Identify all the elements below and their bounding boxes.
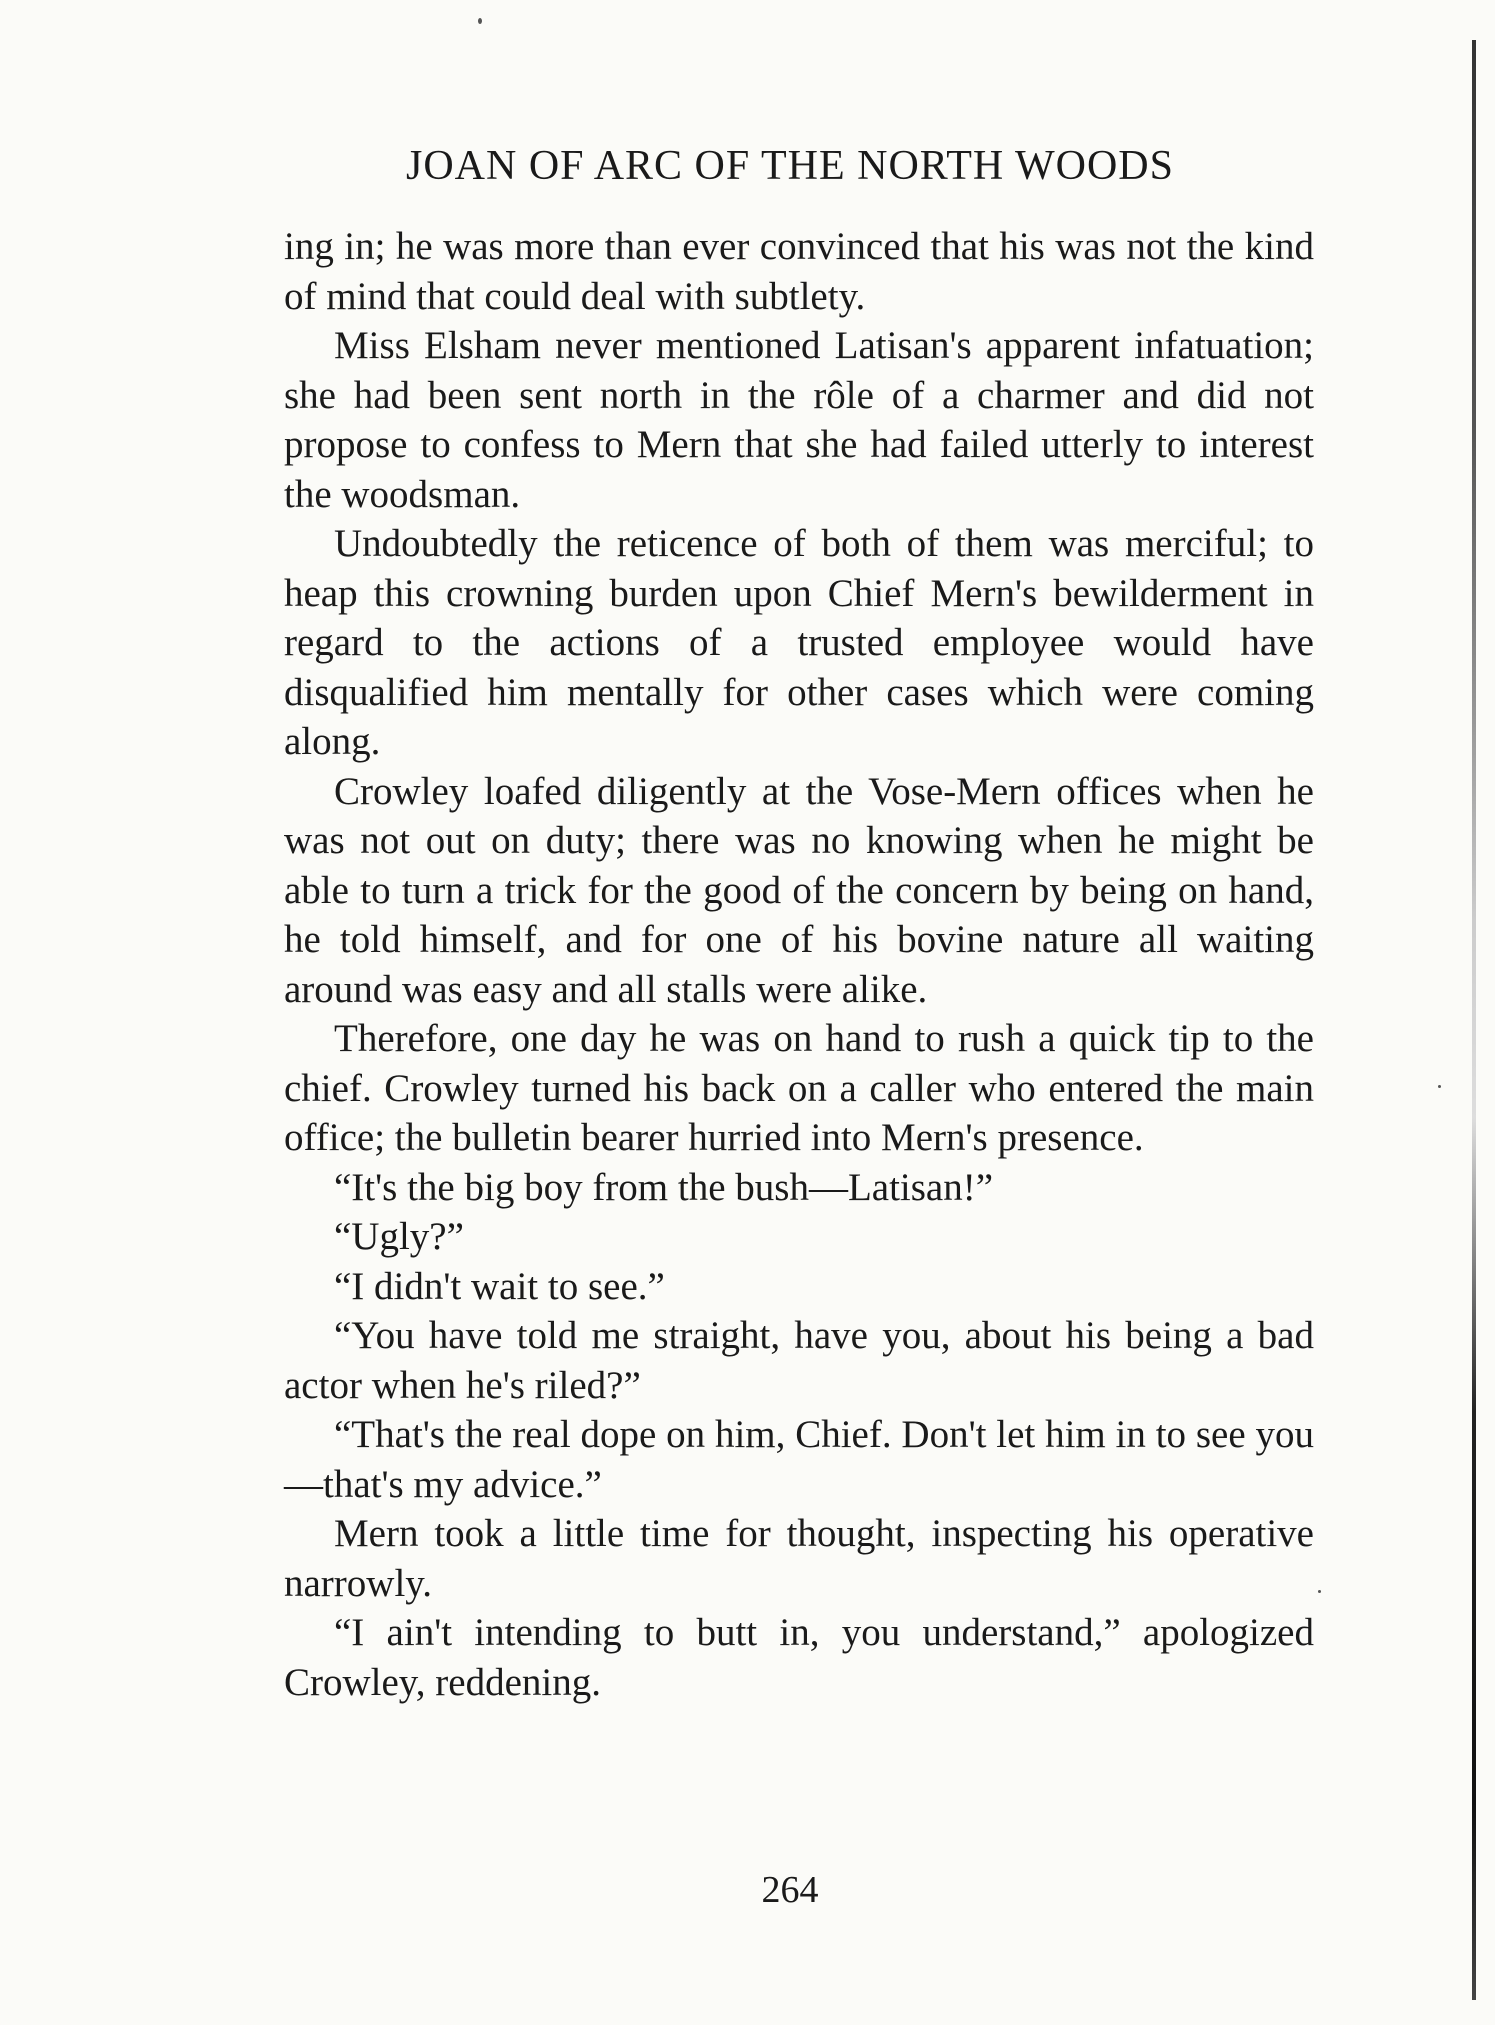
dialogue-line: “Ugly?” <box>334 1215 464 1258</box>
running-head-title: JOAN OF ARC OF THE NORTH WOODS <box>405 143 1174 189</box>
page-edge-shadow <box>1472 40 1476 2000</box>
paragraph: Crowley loafed diligently at the Vose-Mern offices when he was not out on duty; there was no knowing when he might be able to turn a trick for the good of the concern by being on hand, he told himself, and for one of his bovine nature all waiting around was easy and all stalls were alike. <box>284 769 1314 1011</box>
paragraph: ing in; he was more than ever convinced that his was not the kind of mind that could deal with subtlety. <box>284 225 1314 318</box>
dialogue-line: “I ain't intending to butt in, you understand,” apologized Crowley, reddening. <box>284 1611 1314 1704</box>
scan-speck <box>478 18 482 24</box>
dialogue-line: “You have told me straight, have you, about his being a bad actor when he's riled?” <box>284 1314 1314 1407</box>
page-number: 264 <box>761 1869 819 1911</box>
dialogue-line: “It's the big boy from the bush—Latisan!” <box>334 1165 994 1209</box>
paragraph: Mern took a little time for thought, inspecting his operative narrowly. <box>284 1512 1314 1605</box>
scan-speck <box>1438 1085 1441 1088</box>
dialogue-line: “That's the real dope on him, Chief. Don't let him in to see you—that's my advice.” <box>284 1413 1314 1506</box>
paragraph: Therefore, one day he was on hand to rush a quick tip to the chief. Crowley turned his back on a caller who entered the main office; the bulletin bearer hurried into Mern's presence. <box>284 1017 1314 1159</box>
dialogue-line: “I didn't wait to see.” <box>334 1264 665 1308</box>
paragraph: Miss Elsham never mentioned Latisan's apparent infatuation; she had been sent north in the rôle of a charmer and did not propose to confess to Mern that she had failed utterly to interest the woodsman. <box>284 324 1314 516</box>
paragraph: Undoubtedly the reticence of both of them was merciful; to heap this crowning burden upon Chief Mern's bewilderment in regard to the actions of a trusted employee would have disqualified him mentally for other cases which were coming along. <box>284 522 1314 763</box>
scan-speck <box>1318 1590 1321 1593</box>
body-text <box>284 222 1314 1707</box>
